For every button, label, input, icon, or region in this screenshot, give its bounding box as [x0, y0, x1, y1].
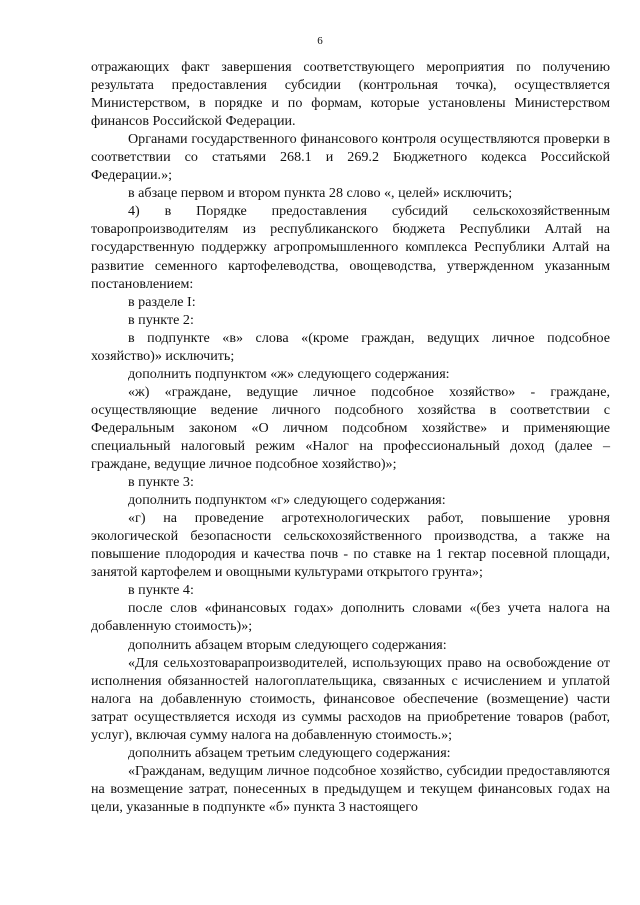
- paragraph-10: в пункте 3:: [128, 474, 194, 491]
- paragraph-6: в пункте 2:: [128, 311, 194, 328]
- document-body: [91, 58, 610, 816]
- paragraph-16: «Для сельхозтоварапроизводителей, использующих право на освобождение от исполнения обязанностей налогоплательщика, связанных с исчислением и уплатой налога на добавленную стоимость, финансовое обеспечение (возмещение) части затрат осуществляется исходя из суммы расходов на приобретение товаров (работ, услуг), включая сумму налога на добавленную стоимость.»;: [91, 654, 610, 743]
- paragraph-4: 4) в Порядке предоставления субсидий сельскохозяйственным товаропроизводителям из республиканского бюджета Республики Алтай на государственную поддержку агропромышленного комплекса Республики Алтай на развитие семенного картофелеводства, овощеводства, утвержденном указанным постановлением:: [91, 203, 610, 292]
- paragraph-8: дополнить подпунктом «ж» следующего содержания:: [128, 365, 450, 382]
- paragraph-13: в пункте 4:: [128, 582, 194, 599]
- paragraph-11: дополнить подпунктом «г» следующего содержания:: [128, 492, 446, 509]
- paragraph-12: «г) на проведение агротехнологических работ, повышение уровня экологической безопасности сельскохозяйственного производства, а также на повышение плодородия и качества почв - по ставке на 1 гектар посевной площади, занятой картофелем и овощными культурами открытого грунта»;: [91, 510, 610, 581]
- paragraph-3: в абзаце первом и втором пункта 28 слово «, целей» исключить;: [128, 185, 513, 202]
- paragraph-5: в разделе I:: [128, 293, 196, 310]
- paragraph-15: дополнить абзацем вторым следующего содержания:: [128, 636, 447, 653]
- paragraph-18: «Гражданам, ведущим личное подсобное хозяйство, субсидии предоставляются на возмещение затрат, понесенных в предыдущем и текущем финансовых годах на цели, указанные в подпункте «б» пункта 3 настоящего: [91, 762, 610, 815]
- paragraph-9: «ж) «граждане, ведущие личное подсобное хозяйство» - граждане, осуществляющие ведение личного подсобного хозяйства в соответствии с Федеральным законом «О личном подсобном хозяйстве» и применяющие специальный налоговый режим «Налог на профессиональный доход (далее – граждане, ведущие личное подсобное хозяйство)»;: [91, 383, 610, 473]
- paragraph-17: дополнить абзацем третьим следующего содержания:: [128, 744, 451, 761]
- page-number: 6: [317, 35, 323, 47]
- paragraph-14: после слов «финансовых годах» дополнить словами «(без учета налога на добавленную стоимость)»;: [91, 600, 610, 635]
- paragraph-2: Органами государственного финансового контроля осуществляются проверки в соответствии со статьями 268.1 и 269.2 Бюджетного кодекса Российской Федерации.»;: [91, 131, 610, 184]
- paragraph-7: в подпункте «в» слова «(кроме граждан, ведущих личное подсобное хозяйство)» исключить;: [91, 329, 610, 364]
- paragraph-1: отражающих факт завершения соответствующего мероприятия по получению результата предоставления субсидии (контрольная точка), осуществляется Министерством, в порядке и по формам, которые установлены Министерством финансов Российской Федерации.: [91, 59, 610, 130]
